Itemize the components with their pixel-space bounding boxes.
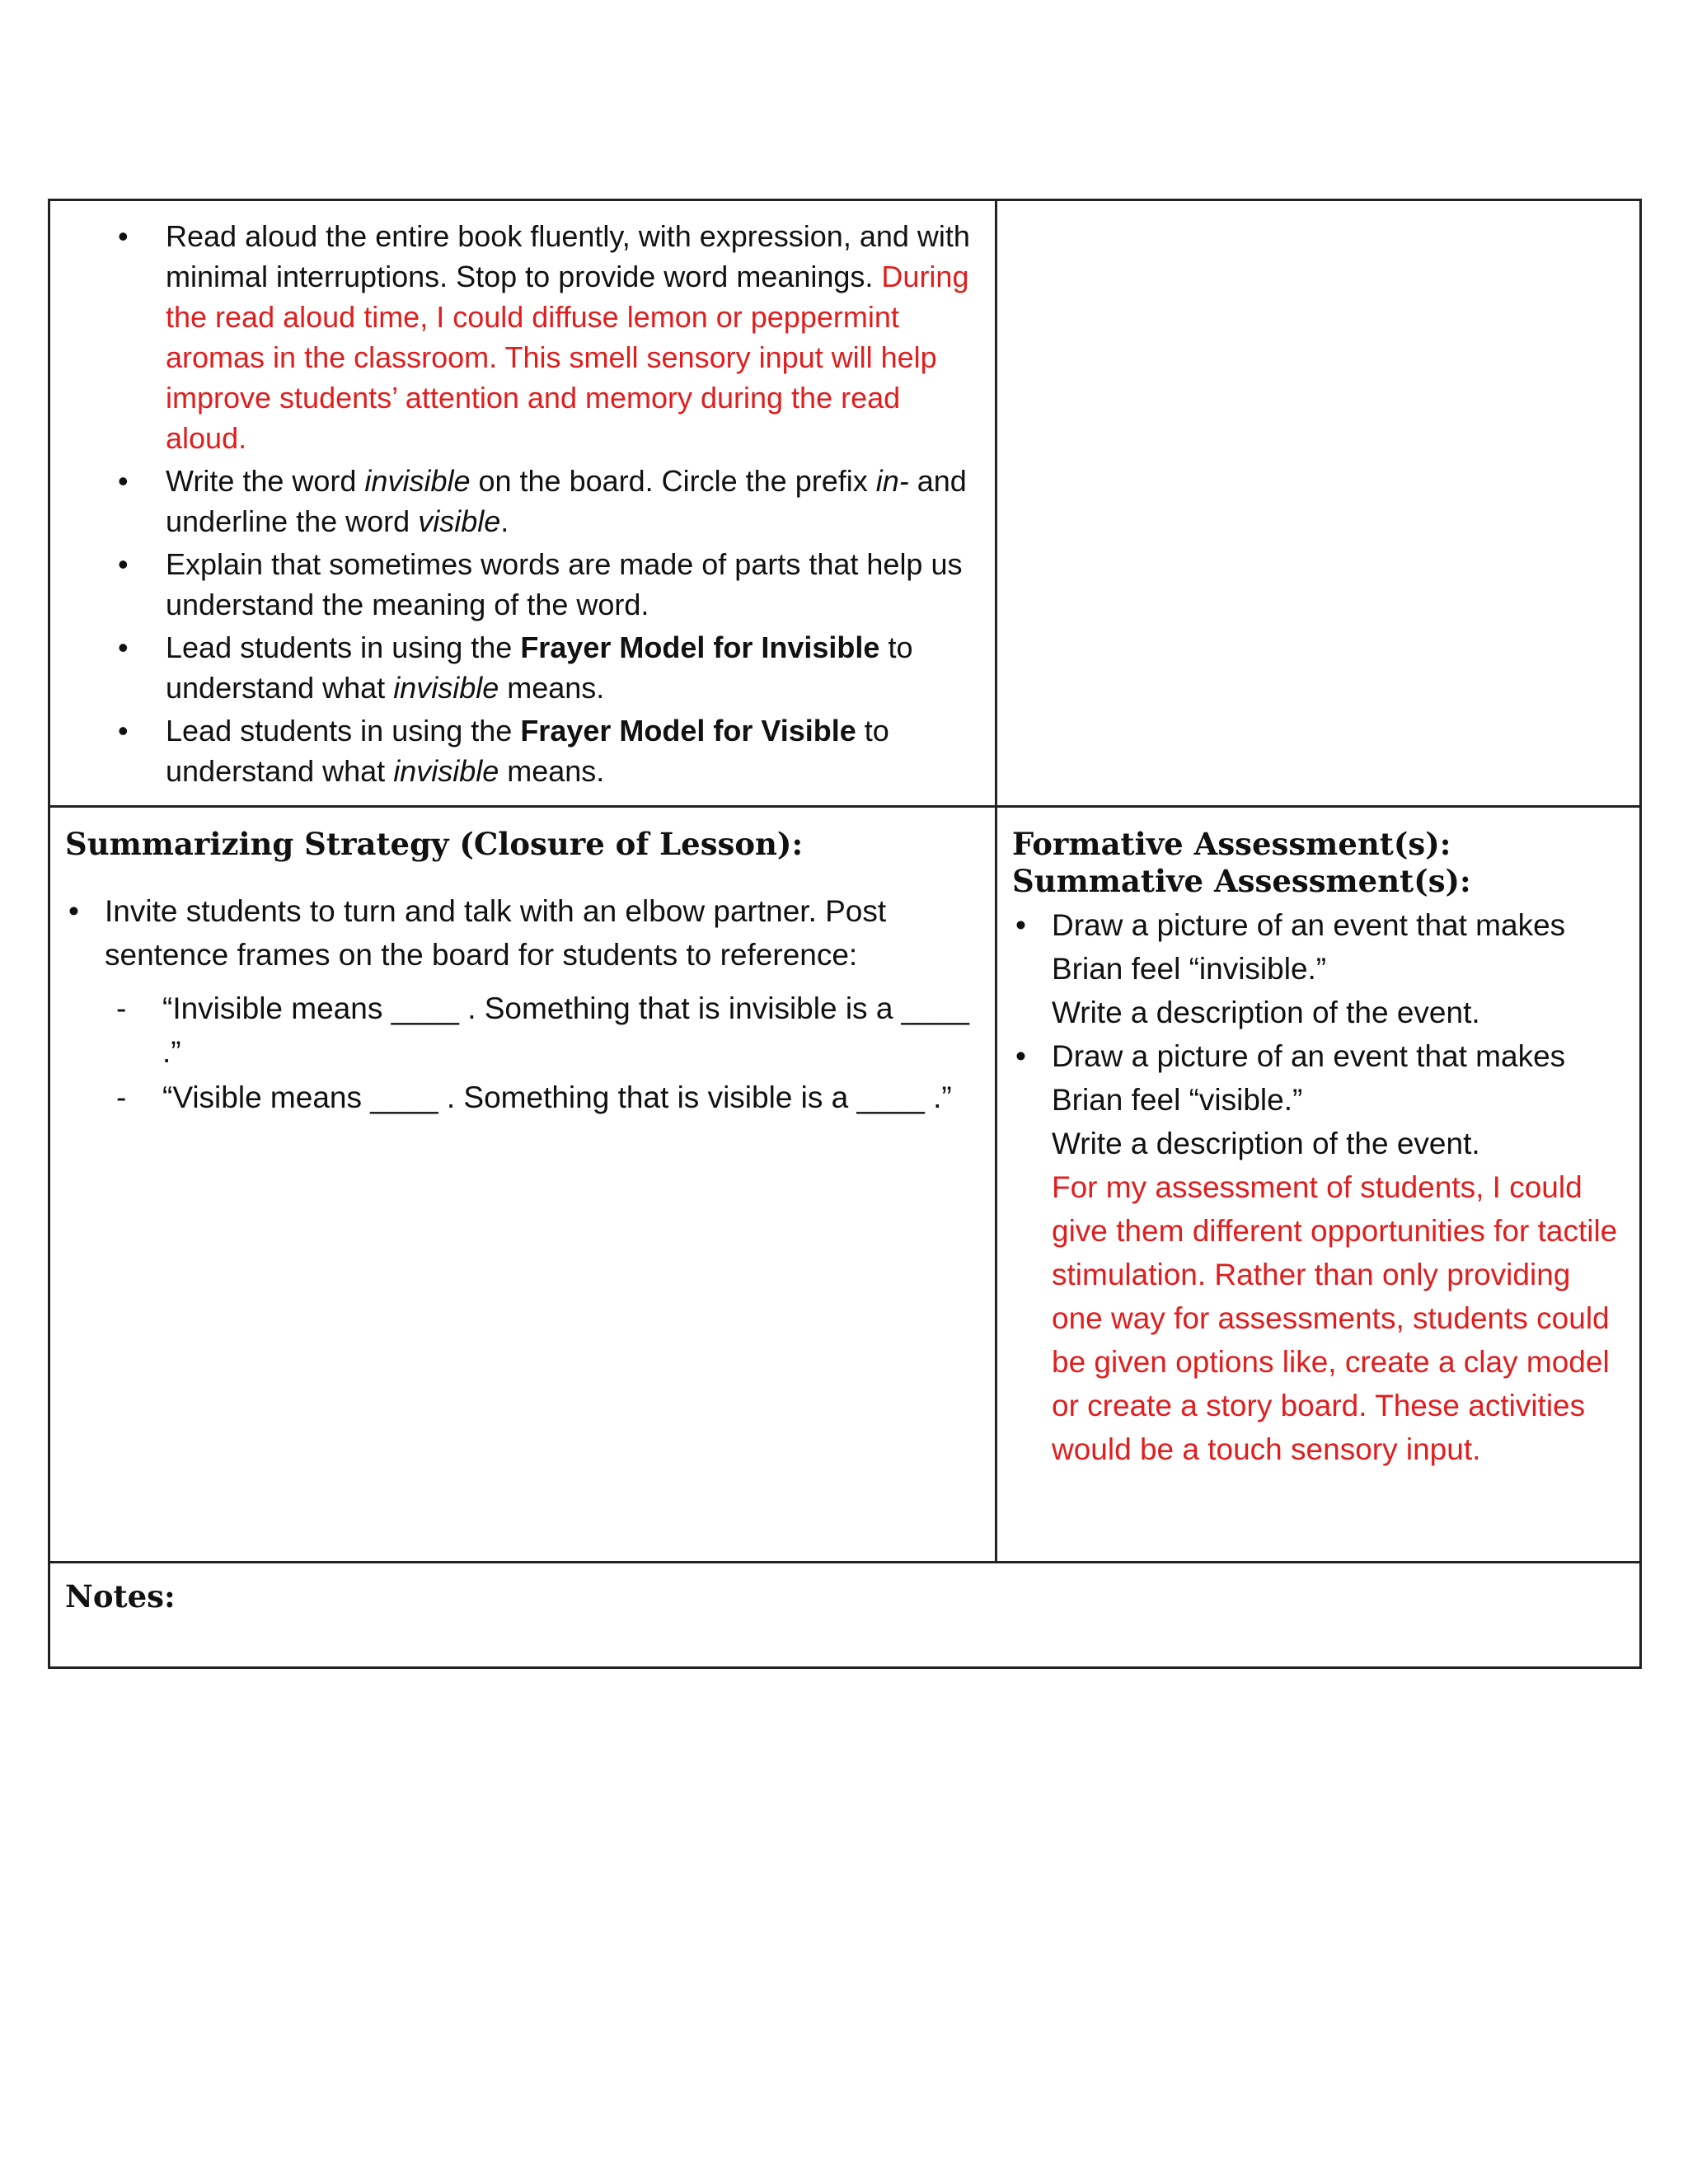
list-item	[100, 710, 978, 791]
summative-heading: Summative Assessment(s):	[1012, 863, 1471, 899]
bullet-icon: •	[118, 630, 129, 664]
instruction-text: invisible	[364, 464, 471, 498]
lesson-plan-table	[48, 199, 1642, 1669]
closure-intro: Invite students to turn and talk with an elbow partner. Post sentence frames on the board for students to reference:	[105, 894, 887, 972]
instruction-text: on the board. Circle the prefix	[470, 464, 876, 498]
instruction-text: to understand what	[166, 714, 889, 788]
sensory-note: During the read aloud time, I could diffuse lemon or peppermint aromas in the classroom. This smell sensory input will help improve students’ attention and memory during the read aloud.	[166, 260, 969, 455]
bullet-icon: •	[1015, 1039, 1026, 1073]
instruction-text: in-	[875, 464, 909, 498]
notes-cell	[50, 1563, 1639, 1669]
frame-text: “Visible means ____ . Something that is visible is a ____ .”	[162, 1080, 952, 1114]
bullet-icon: •	[118, 714, 129, 748]
list-item	[1012, 903, 1627, 1034]
list-item	[1012, 1034, 1627, 1471]
instruction-text: invisible	[393, 671, 499, 705]
sentence-frame	[65, 1076, 980, 1119]
assessment-task: Draw a picture of an event that makes Brian feel “invisible.”	[1052, 908, 1566, 986]
read-aloud-cell	[50, 201, 995, 805]
closure-heading: Summarizing Strategy (Closure of Lesson):	[65, 826, 804, 862]
assessment-task-detail: Write a description of the event.	[1052, 1127, 1480, 1160]
assessment-task: Draw a picture of an event that makes Brian feel “visible.”	[1052, 1039, 1566, 1117]
sentence-frames	[65, 987, 980, 1119]
formative-heading: Formative Assessment(s):	[1012, 826, 1451, 862]
list-item	[100, 627, 978, 708]
bullet-icon: •	[118, 464, 129, 498]
instruction-text: Explain that sometimes words are made of parts that help us understand the meaning of the word.	[166, 547, 963, 621]
list-item	[65, 889, 980, 977]
closure-list	[65, 889, 980, 977]
frame-text: “Invisible means ____ . Something that is invisible is a ____ .”	[162, 991, 969, 1069]
instruction-text: and underline the word	[166, 464, 967, 538]
assessment-cell	[997, 808, 1642, 1561]
bullet-icon: •	[1015, 908, 1026, 942]
notes-heading: Notes:	[65, 1578, 176, 1615]
sensory-note: For my assessment of students, I could give them different opportunities for tactile stimulation. Rather than only providing one way for assessments, students could be given options like, create a clay model or create a story board. These activities would be a touch sensory input.	[1052, 1170, 1618, 1466]
instruction-text: Frayer Model for Invisible	[520, 630, 880, 664]
instruction-text: Lead students in using the	[166, 714, 521, 748]
closure-cell	[50, 808, 995, 1561]
dash-icon: -	[116, 1080, 127, 1114]
bullet-icon: •	[68, 894, 79, 928]
assessment-task-detail: Write a description of the event.	[1052, 996, 1480, 1029]
list-item	[100, 216, 978, 458]
instruction-text: visible	[418, 504, 501, 538]
bullet-icon: •	[118, 219, 129, 253]
bullet-icon: •	[118, 547, 129, 581]
assessment-list	[1012, 903, 1627, 1471]
sentence-frame	[65, 987, 980, 1074]
empty-cell	[997, 201, 1642, 805]
list-item	[100, 461, 978, 541]
instruction-text: .	[500, 504, 509, 538]
instruction-text: Frayer Model for Visible	[520, 714, 856, 748]
instruction-text: Write the word	[166, 464, 365, 498]
instruction-text: Read aloud the entire book fluently, with expression, and with minimal interruptions. Stop to provide word meanings.	[166, 219, 970, 293]
instruction-text: means.	[499, 754, 605, 788]
instruction-text: invisible	[393, 754, 499, 788]
list-item	[100, 544, 978, 625]
dash-icon: -	[116, 991, 127, 1025]
instruction-text: means.	[499, 671, 605, 705]
instruction-text: to understand what	[166, 630, 913, 705]
instruction-text: Lead students in using the	[166, 630, 521, 664]
read-aloud-list	[100, 216, 978, 791]
